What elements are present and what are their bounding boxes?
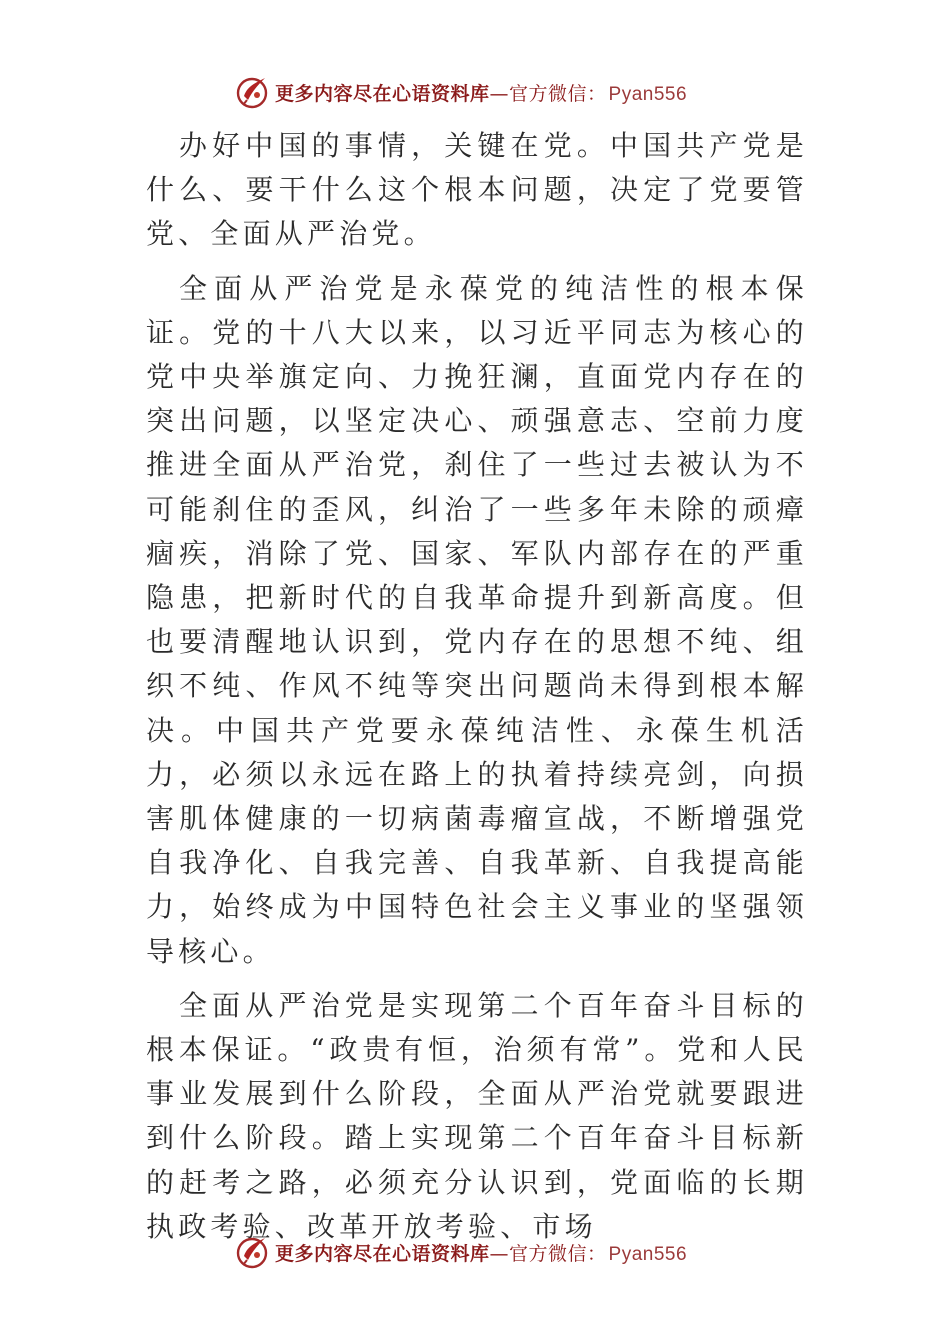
document-body — [146, 124, 808, 1259]
library-logo-icon — [235, 1234, 271, 1270]
banner-main-text: 更多内容尽在心语资料库 — [275, 82, 490, 105]
library-logo-icon — [235, 74, 271, 110]
banner-main-text: 更多内容尽在心语资料库 — [275, 1242, 490, 1265]
banner-separator: — — [489, 82, 510, 105]
banner-text — [275, 79, 687, 106]
footer-banner — [235, 1232, 755, 1272]
paragraph: 全面从严治党是永葆党的纯洁性的根本保证。党的十八大以来，以习近平同志为核心的党中央举旗定向、力挽狂澜，直面党内存在的突出问题，以坚定决心、顽强意志、空前力度推进全面从严治党，刹住了一些过去被认为不可能刹住的歪风，纠治了一些多年未除的顽瘴痼疾，消除了党、国家、军队内部存在的严重隐患，把新时代的自我革命提升到新高度。但也要清醒地认识到，党内存在的思想不纯、组织不纯、作风不纯等突出问题尚未得到根本解决。中国共产党要永葆纯洁性、永葆生机活力，必须以永远在路上的执着持续亮剑，向损害肌体健康的一切病菌毒瘤宣战，不断增强党自我净化、自我完善、自我革新、自我提高能力，始终成为中国特色社会主义事业的坚强领导核心。 — [146, 271, 808, 968]
paragraph: 全面从严治党是实现第二个百年奋斗目标的根本保证。“政贵有恒，治须有常”。党和人民事业发展到什么阶段，全面从严治党就要跟进到什么阶段。踏上实现第二个百年奋斗目标新的赶考之路，必须充分认识到，党面临的长期执政考验、改革开放考验、市场 — [146, 988, 808, 1243]
banner-wechat-label: 官方微信： — [509, 1242, 607, 1265]
banner-text — [275, 1239, 687, 1266]
header-banner — [235, 72, 755, 112]
banner-wechat-label: 官方微信： — [509, 82, 607, 105]
banner-separator: — — [489, 1242, 510, 1265]
banner-wechat-id: Pyan556 — [608, 83, 688, 105]
banner-wechat-id: Pyan556 — [608, 1243, 688, 1265]
paragraph: 办好中国的事情，关键在党。中国共产党是什么、要干什么这个根本问题，决定了党要管党、全面从严治党。 — [146, 129, 808, 251]
